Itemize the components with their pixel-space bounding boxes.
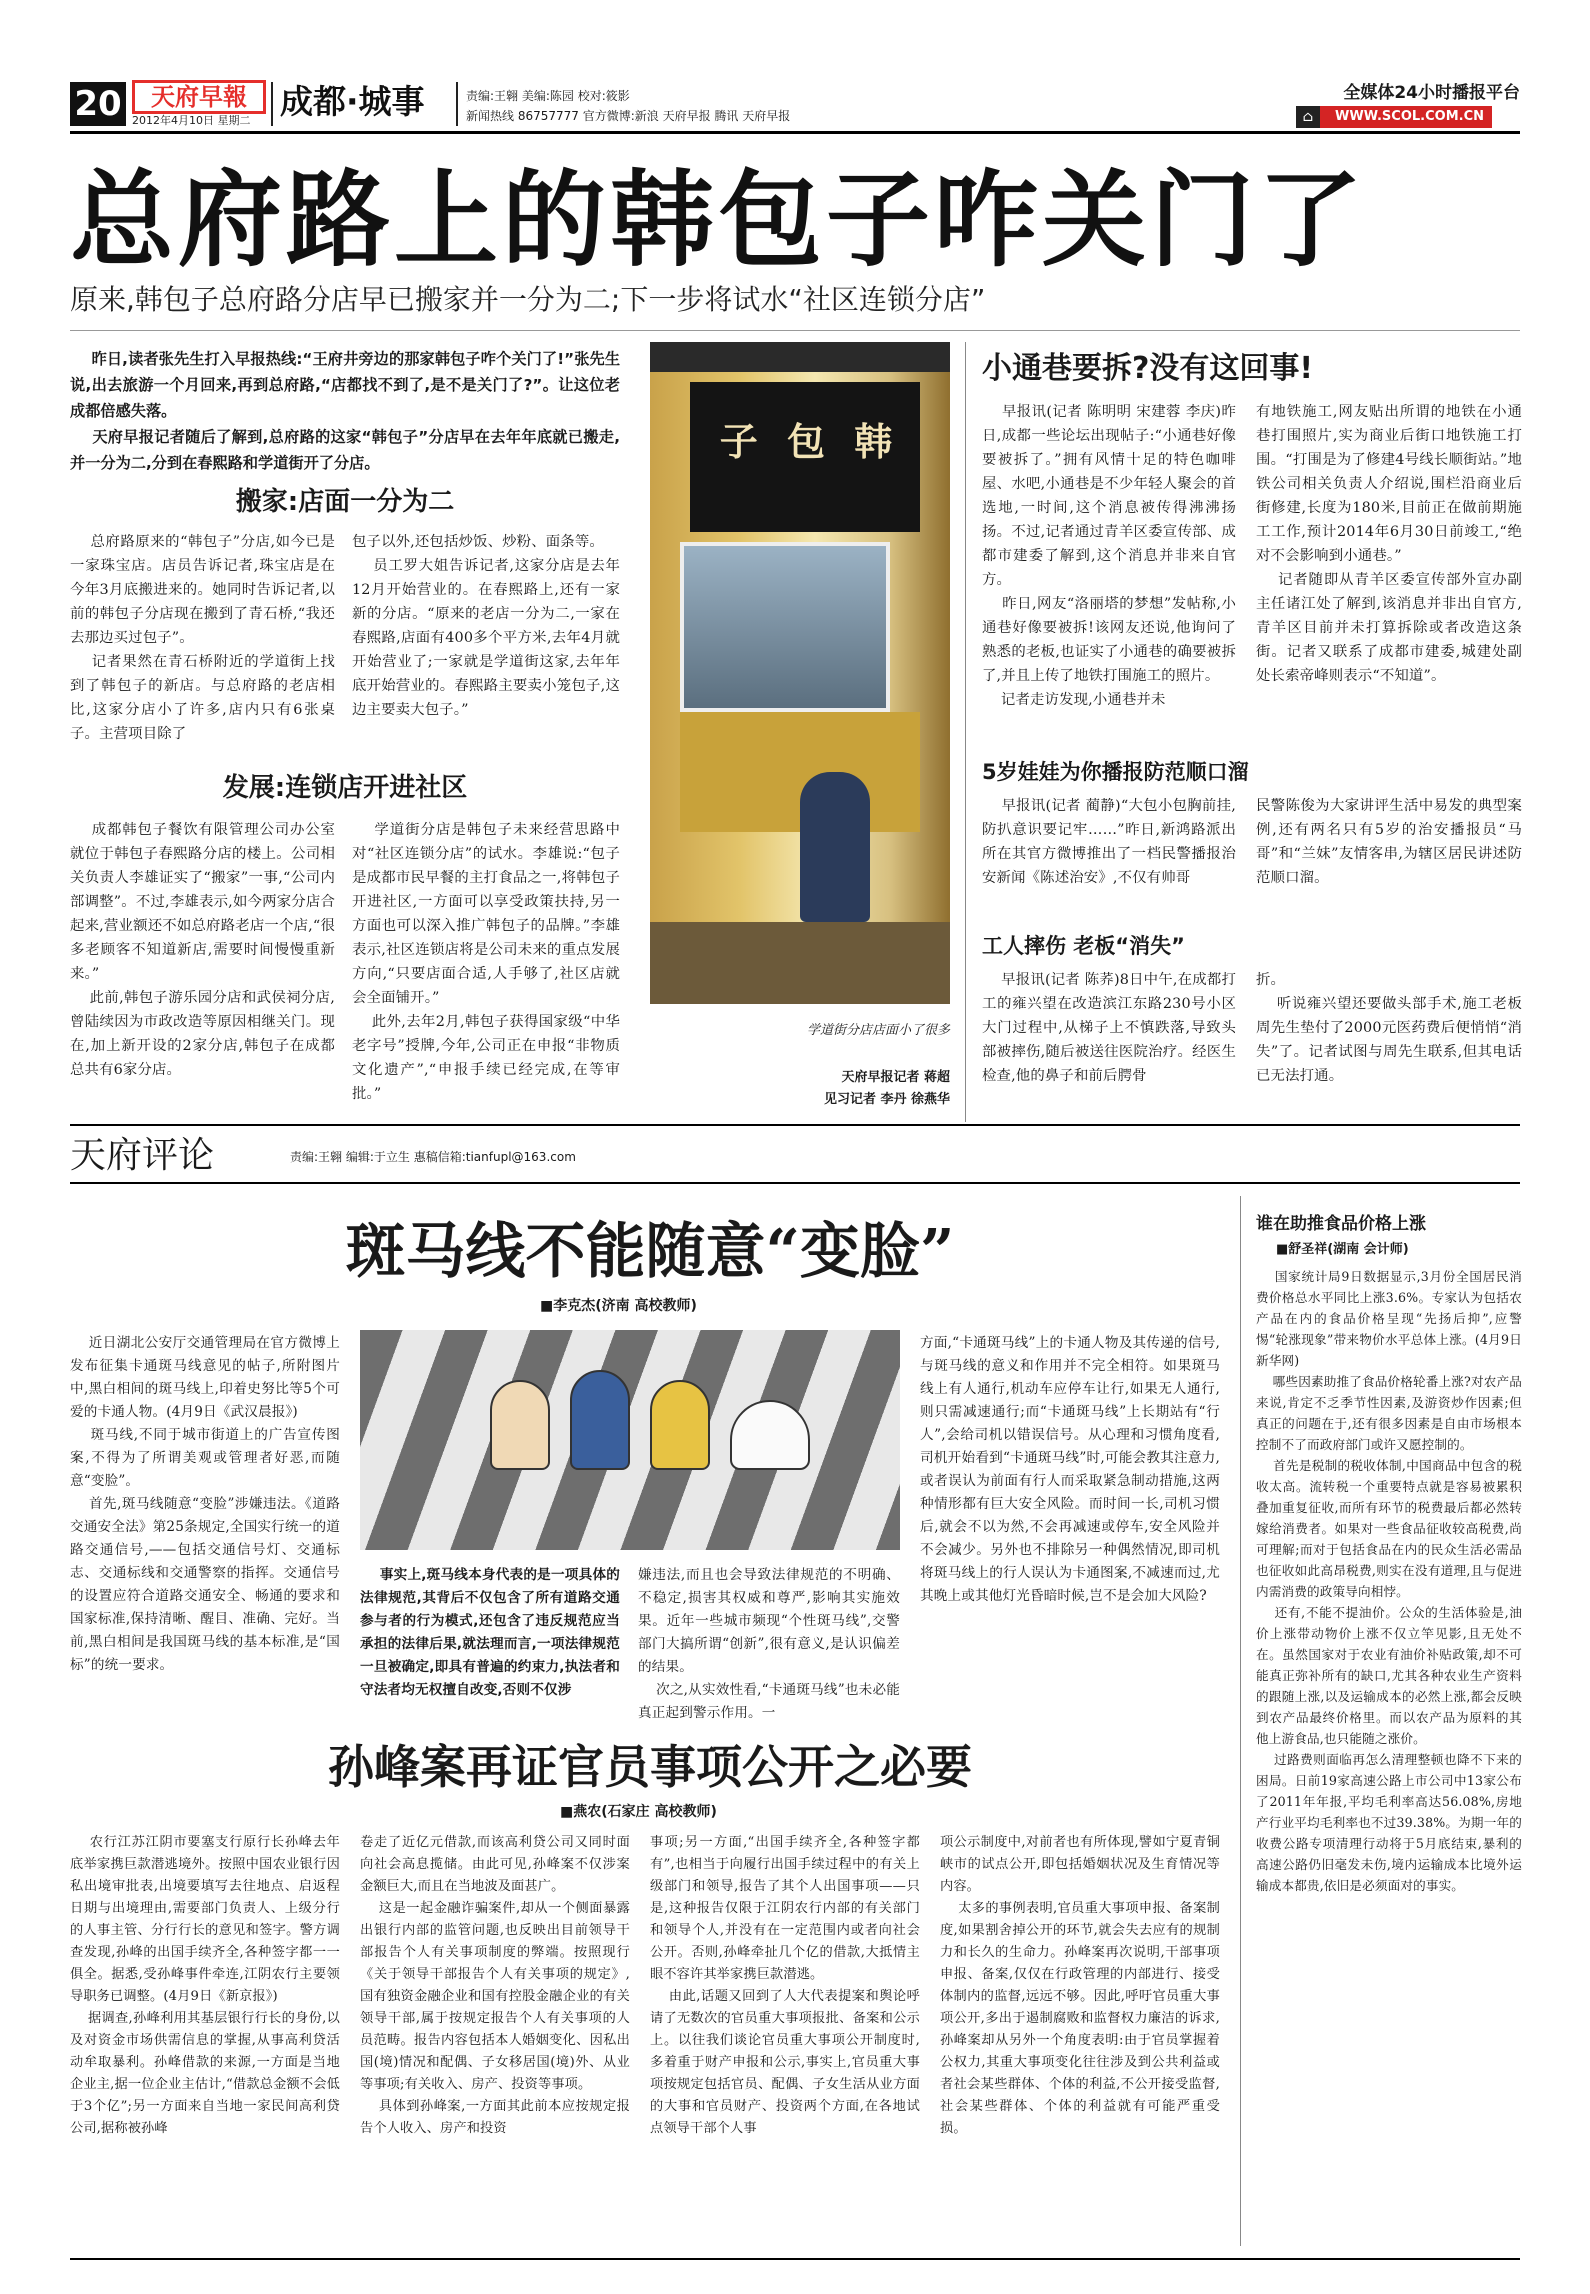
- main-headline: 总府路上的韩包子咋关门了: [70, 159, 1367, 281]
- masthead-divider: [271, 82, 273, 126]
- lead-paragraph: 昨日,读者张先生打入早报热线:“王府井旁边的那家韩包子咋个关门了!”张先生说,出去旅游一个月回来,再到总府路,“店都找不到了,是不是关门了?”。让这位老成都倍感失落。: [70, 350, 621, 420]
- article-column: 方面,“卡通斑马线”上的卡通人物及其传递的信号,与斑马线的意义和作用并不完全相符。如果斑马线上有人通行,机动车应停车让行,如果无人通行,则只需减速通行;而“卡通斑马线”上长期站有“行人”,会给司机以错误信号。从心理和习惯角度看,司机开始看到“卡通斑马线”时,可能会教其注意力,或者误认为前面有行人而采取紧急制动措施,这两种情形都有巨大安全风险。而时间一长,司机习惯后,就会不以为然,不会再减速或停车,安全风险并不会减少。另外也不排除另一种偶然情况,即司机将斑马线上的行人误认为卡通图案,不减速而过,尤其晚上或其他灯光昏暗时候,岂不是会加大风险?: [920, 1335, 1220, 1604]
- article-column: 折。 听说雍兴望还要做头部手术,施工老板周先生垫付了2000元医药费后便悄悄“消失”了。记者试图与周先生联系,但其电话已无法打通。: [1256, 972, 1522, 1084]
- subhead-rule: [70, 330, 1520, 331]
- article-column: 学道街分店是韩包子未来经营思路中对“社区连锁分店”的试水。李雄说:“包子是成都市民早餐的主打食品之一,将韩包子开进社区,一方面可以享受政策扶持,另一方面也可以深入推广韩包子的品牌。”李雄表示,社区连锁店将是公司未来的重点发展方向,“只要店面合适,人手够了,社区店就会全面铺开。” 此外,去年2月,韩包子获得国家级“中华老字号”授牌,今年,公司正在申报“非物质文化遗产”,“申报手续已经完成,在等审批。”: [352, 822, 620, 1102]
- commentary-rule: [70, 1182, 1520, 1184]
- cartoon-figure: [730, 1400, 810, 1470]
- article-column: 早报讯(记者 蔺静)“大包小包胸前挂,防扒意识要记牢……”昨日,新鸿路派出所在其官方微博推出了一档民警播报治安新闻《陈述治安》,不仅有帅哥: [982, 798, 1236, 886]
- article-column: 近日湖北公安厅交通管理局在官方微博上发布征集卡通斑马线意见的帖子,所附图片中,黑白相间的斑马线上,印着史努比等5个可爱的卡通人物。(4月9日《武汉晨报》) 斑马线,不同于城市街道上的广告宣传图案,不得为了所谓美观或管理者好恶,而随意“变脸”。 首先,斑马线随意“变脸”涉嫌违法。《道路交通安全法》第25条规定,全国实行统一的道路交通信号,——包括交通信号灯、交通标志、交通标线和交通警察的指挥。交通信号的设置应符合道路交通安全、畅通的要求和国家标准,保持清晰、醒目、准确、完好。当前,黑白相间是我国斑马线的基本标准,是“国标”的统一要求。: [70, 1335, 341, 1673]
- article-column: 事实上,斑马线本身代表的是一项具体的法律规范,其背后不仅包含了所有道路交通参与者的行为模式,还包含了违反规范应当承担的法律后果,就法理而言,一项法律规范一旦被确定,即具有普遍的约束力,执法者和守法者均无权擅自改变,否则不仅涉: [360, 1567, 620, 1698]
- newspaper-logo: 天府早報: [132, 80, 266, 114]
- article-column: 民警陈俊为大家讲评生活中易发的典型案例,还有两名只有5岁的治安播报员“马哥”和“兰妹”友情客串,为辖区居民讲述防范顺口溜。: [1256, 798, 1522, 886]
- masthead-divider: [456, 82, 458, 126]
- article-column: 农行江苏江阴市要塞支行原行长孙峰去年底举家携巨款潜逃境外。按照中国农业银行因私出境审批表,出境要填写去往地点、启返程日期与出境理由,需要部门负责人、上级分行的人事主管、分行行长的意见和签字。警方调查发现,孙峰的出国手续齐全,各种签字都一一俱全。据悉,受孙峰事件牵连,江阴农行主要领导职务已调整。(4月9日《新京报》) 据调查,孙峰利用其基层银行行长的身份,以及对资金市场供需信息的掌握,从事高利贷活动牟取暴利。孙峰借款的来源,一方面是当地企业主,据一位企业主估计,“借款总金额不会低于3个亿”;另一方面来自当地一家民间高利贷公司,据称被孙峰: [70, 1835, 340, 2136]
- media-platform-label: 全媒体24小时播报平台: [1343, 83, 1520, 103]
- side-story-title: 5岁娃娃为你播报防范顺口溜: [982, 760, 1249, 784]
- article-column: 卷走了近亿元借款,而该高利贷公司又同时面向社会高息揽储。由此可见,孙峰案不仅涉案金额巨大,而且在当地波及面甚广。 这是一起金融诈骗案件,却从一个侧面暴露出银行内部的监管问题,也反映出目前领导干部报告个人有关事项制度的弊端。按照现行《关于领导干部报告个人有关事项的规定》,国有独资金融企业和国有控股金融企业的有关领导干部,属于按规定报告个人有关事项的人员范畴。报告内容包括本人婚姻变化、因私出国(境)情况和配偶、子女移居国(境)外、从业等事项;有关收入、房产、投资等事项。 具体到孙峰案,一方面其此前本应按规定报告个人收入、房产和投资: [360, 1835, 630, 2136]
- subhead-moving: 搬家:店面一分为二: [235, 487, 455, 517]
- article-column: 项公示制度中,对前者也有所体现,譬如宁夏青铜峡市的试点公开,即包括婚姻状况及生育情况等内容。 太多的事例表明,官员重大事项申报、备案制度,如果割舍掉公开的环节,就会失去应有的规制力和长久的生命力。孙峰案再次说明,干部事项申报、备案,仅仅在行政管理的内部进行、接受体制内的监督,远远不够。因此,呼吁官员重大事项公开,多出于遏制腐败和监督权力廉洁的诉求,孙峰案却从另外一个角度表明:由于官员掌握着公权力,其重大事项变化往往涉及到公共利益或者社会某些群体、个体的利益,不公开接受监督,社会某些群体、个体的利益就有可能严重受损。: [940, 1835, 1220, 2136]
- cartoon-figure: [570, 1370, 630, 1470]
- cartoon-figure: [490, 1380, 550, 1470]
- commentary-rule: [70, 1124, 1520, 1126]
- column-rule: [965, 342, 966, 1122]
- sidebar-byline: ■舒圣祥(湖南 会计师): [1276, 1242, 1409, 1257]
- section-name: 成都·城事: [280, 82, 425, 121]
- side-story-title: 小通巷要拆?没有这回事!: [982, 351, 1314, 386]
- article-column: 早报讯(记者 陈明明 宋建蓉 李庆)昨日,成都一些论坛出现帖子:“小通巷好像要被拆了。”拥有风情十足的特色咖啡屋、水吧,小通巷是不少年轻人聚会的首选地,一时间,这个消息被传得沸沸扬扬。不过,记者通过青羊区委宣传部、成都市建委了解到,这个消息并非来自官方。 昨日,网友“洛丽塔的梦想”发帖称,小通巷好像要被拆!该网友还说,他询问了熟悉的老板,也证实了小通巷的确要被拆了,并且上传了地铁打围施工的照片。 记者走访发现,小通巷并未: [982, 404, 1236, 708]
- issue-date: 2012年4月10日 星期二: [132, 114, 251, 127]
- shop-window: [680, 542, 890, 712]
- column-rule: [1240, 1196, 1241, 2246]
- page-number: 20: [70, 82, 126, 126]
- photo-caption: 学道街分店店面小了很多: [806, 1023, 950, 1038]
- article-column: 成都韩包子餐饮有限管理公司办公室就位于韩包子春熙路分店的楼上。公司相关负责人李雄证实了“搬家”一事,“公司内部调整”。不过,李雄表示,如今两家分店合起来,营业额还不如总府路老店一个店,“很多老顾客不知道新店,需要时间慢慢重新来。” 此前,韩包子游乐园分店和武侯祠分店,曾陆续因为市政改造等原因相继关门。现在,加上新开设的2家分店,韩包子在成都总共有6家分店。: [70, 822, 335, 1078]
- cartoon-figure: [650, 1380, 710, 1470]
- opinion-title: 孙峰案再证官员事项公开之必要: [328, 1740, 972, 1794]
- lead-paragraph: 天府早报记者随后了解到,总府路的这家“韩包子”分店早在去年年底就已搬走,并一分为二,分到在春熙路和学道街开了分店。: [70, 428, 620, 472]
- opinion-byline: ■燕农(石家庄 高校教师): [560, 1804, 717, 1820]
- article-column: 早报讯(记者 陈荞)8日中午,在成都打工的雍兴望在改造滨江东路230号小区大门过程中,从梯子上不慎跌落,导致头部被摔伤,随后被送往医院治疗。经医生检查,他的鼻子和前后腭骨: [982, 972, 1236, 1084]
- shop-sign-text: 子 包 韩: [719, 419, 901, 464]
- sidebar-title: 谁在助推食品价格上涨: [1256, 1214, 1426, 1234]
- editor-credits: 责编:王翱 美编:陈园 校对:筱影: [466, 89, 630, 103]
- subhead-development: 发展:连锁店开进社区: [222, 773, 468, 803]
- hotline-weibo: 新闻热线 86757777 官方微博:新浪 天府早报 腾讯 天府早报: [466, 109, 791, 123]
- article-column: 有地铁施工,网友贴出所谓的地铁在小通巷打围照片,实为商业后街口地铁施工打围。“打围是为了修建4号线长顺街站。”地铁公司相关负责人介绍说,围栏沿商业后街修建,长度为180米,目前正在做前期施工工作,预计2014年6月30日前竣工,“绝对不会影响到小通巷。” 记者随即从青羊区委宣传部外宣办副主任诸江处了解到,该消息并非出自官方,青羊区目前并未打算拆除或者改造这条街。记者又联系了成都市建委,城建处副处长索帝峰则表示“不知道”。: [1256, 404, 1522, 684]
- article-column: 事项;另一方面,“出国手续齐全,各种签字都有”,也相当于向履行出国手续过程中的有关上级部门和领导,报告了其个人出国事项——只是,这种报告仅限于江阴农行内部的有关部门和领导个人,并没有在一定范围内或者向社会公开。否则,孙峰牵扯几个亿的借款,大抵情主眼不容许其举家携巨款潜逃。 由此,话题又回到了人大代表提案和舆论呼请了无数次的官员重大事项报批、备案和公示上。以往我们谈论官员重大事项公开制度时,多着重于财产申报和公示,事实上,官员重大事项按规定包括官员、配偶、子女生活从业方面的大事和官员财产、投资两个方面,在各地试点领导干部个人事: [650, 1835, 920, 2136]
- shop-photo: [650, 342, 950, 1004]
- opinion-byline: ■李克杰(济南 高校教师): [540, 1298, 697, 1314]
- shop-floor: [650, 922, 950, 1004]
- side-story-title: 工人摔伤 老板“消失”: [982, 934, 1185, 958]
- platform-url: WWW.SCOL.COM.CN: [1296, 106, 1492, 128]
- shop-light: [650, 342, 950, 372]
- home-icon: ⌂: [1296, 106, 1320, 128]
- photo-credit: 天府早报记者 蒋超: [841, 1070, 950, 1085]
- article-column: 包子以外,还包括炒饭、炒粉、面条等。 员工罗大姐告诉记者,这家分店是去年12月开始营业的。在春熙路上,还有一家新的分店。“原来的老店一分为二,一家在春熙路,店面有400多个平方米,去年4月就开始营业了;一家就是学道街这家,去年年底开始营业的。春熙路主要卖小笼包子,这边主要卖大包子。”: [352, 534, 620, 718]
- commentary-credits: 责编:王翱 编辑:于立生 惠稿信箱:tianfupl@163.com: [290, 1150, 576, 1164]
- zebra-crossing-illustration: [360, 1330, 900, 1550]
- footer-rule: [70, 2258, 1520, 2260]
- commentary-section-name: 天府评论: [70, 1135, 215, 1176]
- customer-figure: [800, 772, 870, 922]
- masthead-rule: [70, 131, 1520, 134]
- photo-credit: 见习记者 李丹 徐燕华: [823, 1092, 950, 1107]
- article-column: 嫌违法,而且也会导致法律规范的不明确、不稳定,损害其权威和尊严,影响其实施效果。近年一些城市频现“个性斑马线”,交警部门大搞所谓“创新”,很有意义,是认识偏差的结果。 次之,从实效性看,“卡通斑马线”也未必能真正起到警示作用。一: [638, 1567, 900, 1721]
- sidebar-body: 国家统计局9日数据显示,3月份全国居民消费价格总水平同比上涨3.6%。专家认为包括农产品在内的食品价格呈现“先扬后抑”,应警惕“轮涨现象”带来物价水平总体上涨。(4月9日新华网) 哪些因素助推了食品价格轮番上涨?对农产品来说,肯定不乏季节性因素,及游资炒作因素;但真正的问题在于,还有很多因素是自由市场根本控制不了而政府部门或许又愿控制的。 首先是税制的税收体制,中国商品中包含的税收太高。流转税一个重要特点就是容易被累积叠加重复征收,而所有环节的税费最后都必然转嫁给消费者。如果对一些食品征收较高税费,尚可理解;而对于包括食品在内的民众生活必需品也征收如此高昂税费,则实在没有道理,且与促进内需消费的政策导向相悖。 还有,不能不提油价。公众的生活体验是,油价上涨带动物价上涨不仅立竿见影,且无处不在。虽然国家对于农业有油价补贴政策,却不可能真正弥补所有的缺口,尤其各种农业生产资料的跟随上涨,以及运输成本的必然上涨,都会反映到农产品最终价格里。而以农产品为原料的其他上游食品,也只能随之涨价。 过路费则面临再怎么清理整顿也降不下来的困局。日前19家高速公路上市公司中13家公布了2011年年报,平均毛利率高达56.08%,房地产行业平均毛利率也不过39.38%。为期一年的收费公路专项清理行动将于5月底结束,暴利的高速公路仍旧毫发未伤,境内运输成本比境外运输成本都贵,依旧是必须面对的事实。: [1256, 1269, 1522, 1893]
- article-column: 总府路原来的“韩包子”分店,如今已是一家珠宝店。店员告诉记者,珠宝店是在今年3月底搬进来的。她同时告诉记者,以前的韩包子分店现在搬到了青石桥,“我还去那边买过包子”。 记者果然在青石桥附近的学道街上找到了韩包子的新店。与总府路的老店相比,这家分店小了许多,店内只有6张桌子。主营项目除了: [70, 534, 335, 742]
- main-subheadline: 原来,韩包子总府路分店早已搬家并一分为二;下一步将试水“社区连锁分店”: [70, 283, 986, 316]
- opinion-title: 斑马线不能随意“变脸”: [345, 1217, 955, 1287]
